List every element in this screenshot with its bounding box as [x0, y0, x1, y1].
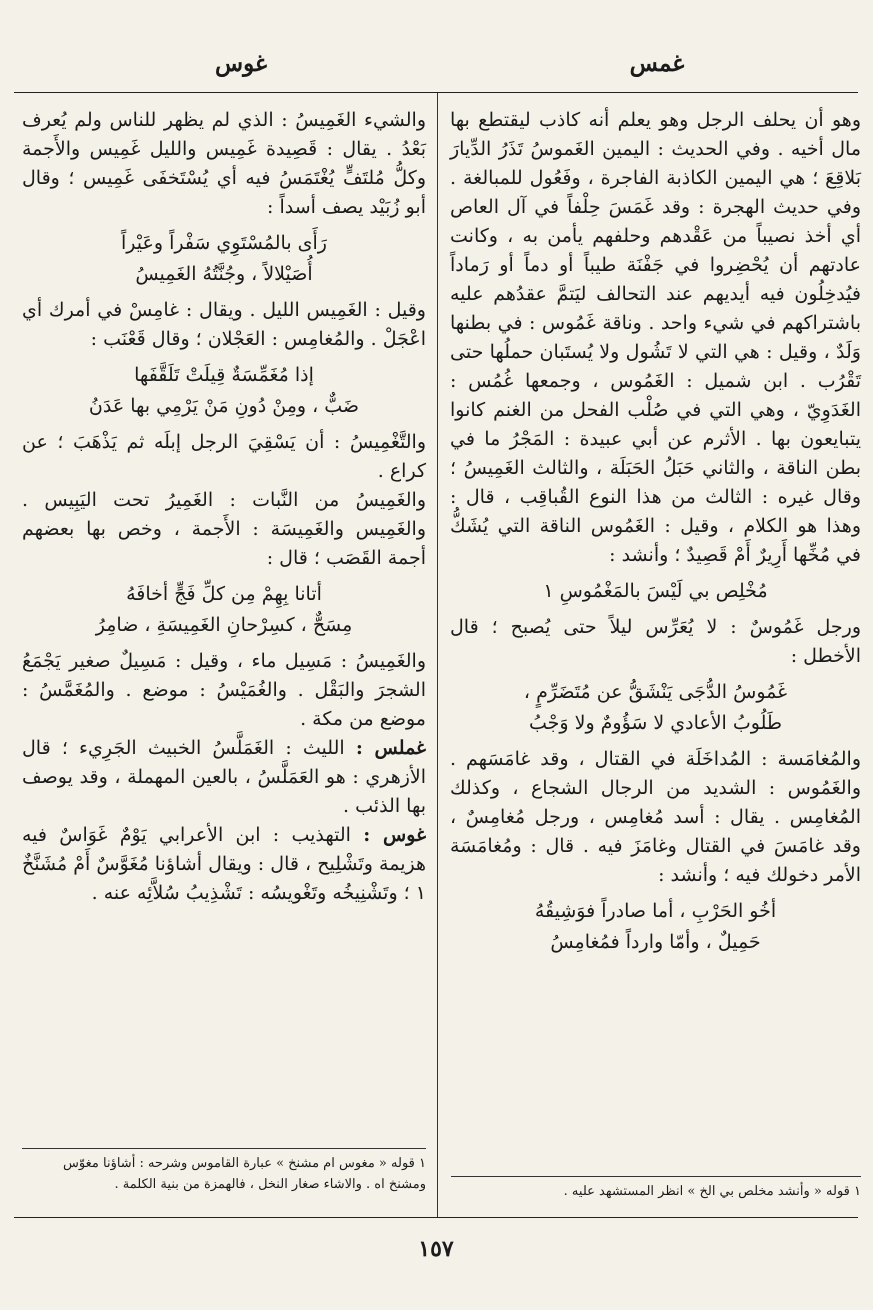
- verse-line: غَمُوسُ الدُّجَى يَنْشَقُّ عن مُتَضَرِّمٍ ،: [523, 681, 788, 703]
- left-footnote: [22, 1148, 426, 1195]
- header-rule: [14, 92, 858, 93]
- verse-line: مِسَحٌّ ، كسِرْحانِ الغَمِيسَةِ ، ضامِرُ: [95, 614, 353, 636]
- entry-body: الليث : الغَمَلَّسُ الخبيث الجَرِيء ؛ قال الأزهري : هو العَمَلَّسُ ، بالعين المهملة ، وقد يوصف بها الذئب .: [22, 737, 426, 817]
- footnote-rule: [22, 1148, 426, 1149]
- verse-line: إذا مُغَمِّسَةٌ قِيلَتْ تَلَقَّفَها: [134, 364, 314, 386]
- verse-line: أخُو الحَرْبِ ، أما صادراً فوَشِيقُهُ: [534, 900, 777, 922]
- entry-ghamlas: [22, 734, 426, 821]
- entry-headword: غوس :: [363, 824, 427, 846]
- column-divider: [437, 93, 438, 1217]
- footnote-text: ١ قوله « مغوس ام مشنخ » عبارة القاموس وشرحه : أشاؤنا مغوّس ومشنخ اه . والاشاء صغار النخل ، فالهمزة من بنية الكلمة .: [63, 1156, 426, 1192]
- left-column: [22, 106, 426, 908]
- footnote-text: ١ قوله « وأنشد مخلص بي الخ » انظر المستشهد عليه .: [563, 1184, 861, 1199]
- verse-line: أتانا بِهِمْ مِن كلِّ فَجٍّ أخافَهُ: [126, 583, 322, 605]
- entry-headword: غملس :: [355, 737, 426, 759]
- page-number: ١٥٧: [418, 1236, 454, 1262]
- verse-line: ضَبٌّ ، ومِنْ دُونِ مَنْ يَرْمِي بها عَدَنُ: [88, 395, 360, 417]
- verse-line: أُصَيْلالاً ، وجُنَّتُهُ الغَمِيسُ: [135, 263, 313, 285]
- footnote-rule: [451, 1176, 861, 1177]
- right-column: [450, 106, 861, 964]
- header-left-title: غوس: [215, 50, 267, 77]
- entry-body: التهذيب : ابن الأعرابي يَوْمٌ غَوَاسٌ فيه هزيمة وتَشْلِيح ، قال : ويقال أشاؤنا مُغَوَّسٌ أَمْ مُشَنَّخٌ ١ ؛ وتَشْنِيخُه وتَغْويسُه : تَشْذِيبُ سُلاَّئِه عنه .: [22, 824, 426, 904]
- paragraph: والمُغامَسة : المُداخَلَة في القتال ، وقد غامَسَهم . والغَمُوس : الشديد من الرجال الشجاع ، وكذلك المُغامِس . يقال : أسد مُغامِس ، ورجل مُغامِسٌ ، وقد غامَسَ في القتال وغامَزَ فيه . قال : ومُغامَسَة الأمر دخولك فيه ؛ وأنشد :: [450, 748, 861, 886]
- header-right-title: غمس: [629, 50, 685, 77]
- right-footnote: [450, 1176, 861, 1202]
- paragraph: والتَّغْمِيسُ : أن يَسْقِيَ الرجل إبلَه ثم يَذْهَبَ ؛ عن كراع .: [22, 431, 426, 482]
- verse-line: حَمِيلٌ ، وأمّا وارداً فمُغامِسُ: [550, 931, 761, 953]
- verse-line: طَلُوبُ الأعادي لا سَؤُومٌ ولا وَجْبُ: [529, 712, 782, 734]
- footer-rule: [14, 1217, 858, 1218]
- entry-ghaws: [22, 821, 426, 908]
- paragraph: وهو أن يحلف الرجل وهو يعلم أنه كاذب ليقتطع بها مال أخيه . وفي الحديث : اليمين الغَموسُ تَذَرُ الدِّيارَ بَلاقِعَ ؛ هي اليمين الكاذبة الفاجرة ، وفَعُول للمبالغة . وفي حديث الهجرة : وقد غَمَسَ حِلْفاً في آل العاص أي أخذ نصيباً من عَقْدهم وحلفهم يأمن به ، وكانت عادتهم أن يُحْضِروا في جَفْنَة طيباً أو دماً أو رَماداً فيُدخِلُون فيه أيديهم عند التحالف ليَتمَّ عقدُهم عليه باشتراكهم في شيء واحد . وناقة غَمُوس : في بطنها وَلَدٌ ، وقيل : هي التي لا تَشُول ولا يُستَبان حملُها حتى تَقْرُب . ابن شميل : الغَمُوس ، وجمعها غُمُس : الغَدَوِيّ ، وهي التي في صُلْب الفحل من الغنم كانوا يتبايعون بها . الأثرم عن أبي عبيدة : المَجْرُ ما في بطن الناقة ، والثاني حَبَلُ الحَبَلَة ، والثالث الغَمِيسُ ؛ وقال غيره : الثالث من هذا النوع القُباقِب ، قال : وهذا هو الكلام ، وقيل : الغَمُوس الناقة التي يُشَكُّ في مُخِّها أَرِيرٌ أَمْ قَصِيدٌ ؛ وأنشد :: [450, 109, 861, 566]
- paragraph: والغَمِيسُ من النَّبات : الغَمِيرُ تحت اليَبِيس . والغَمِيس والغَمِيسَة : الأَجمة ، وخص بها بعضهم أجمة القَصَب ؛ قال :: [22, 489, 426, 569]
- verse-line: رَأَى بالمُسْتَوِي سَفْراً وعَيْراً: [121, 232, 327, 254]
- paragraph: ورجل غَمُوسٌ : لا يُعَرِّس ليلاً حتى يُصبح ؛ قال الأخطل :: [450, 616, 861, 667]
- paragraph: والشيء الغَمِيسُ : الذي لم يظهر للناس ولم يُعرف بَعْدُ . يقال : قَصِيدة غَمِيس والليل غَمِيس والأَجمة وكلُّ مُلتَفٍّ يُغْتَمَسُ فيه أي يُسْتَخفَى غَمِيس ؛ وقال أبو زُبَيْد يصف أسداً :: [22, 109, 426, 218]
- paragraph: والغَمِيسُ : مَسِيل ماء ، وقيل : مَسِيلٌ صغير يَجْمَعُ الشجرَ والبَقْل . والغُمَيْسُ : موضع . والمُغَمَّسُ : موضع من مكة .: [22, 650, 426, 730]
- verse-line: مُخْلِص بي لَيْسَ بالمَغْمُوسِ ١: [543, 580, 768, 602]
- paragraph: وقيل : الغَمِيس الليل . ويقال : غامِسْ في أمرك أي اعْجَلْ . والمُغامِس : العَجْلان ؛ وقال قَعْنَب :: [22, 299, 426, 350]
